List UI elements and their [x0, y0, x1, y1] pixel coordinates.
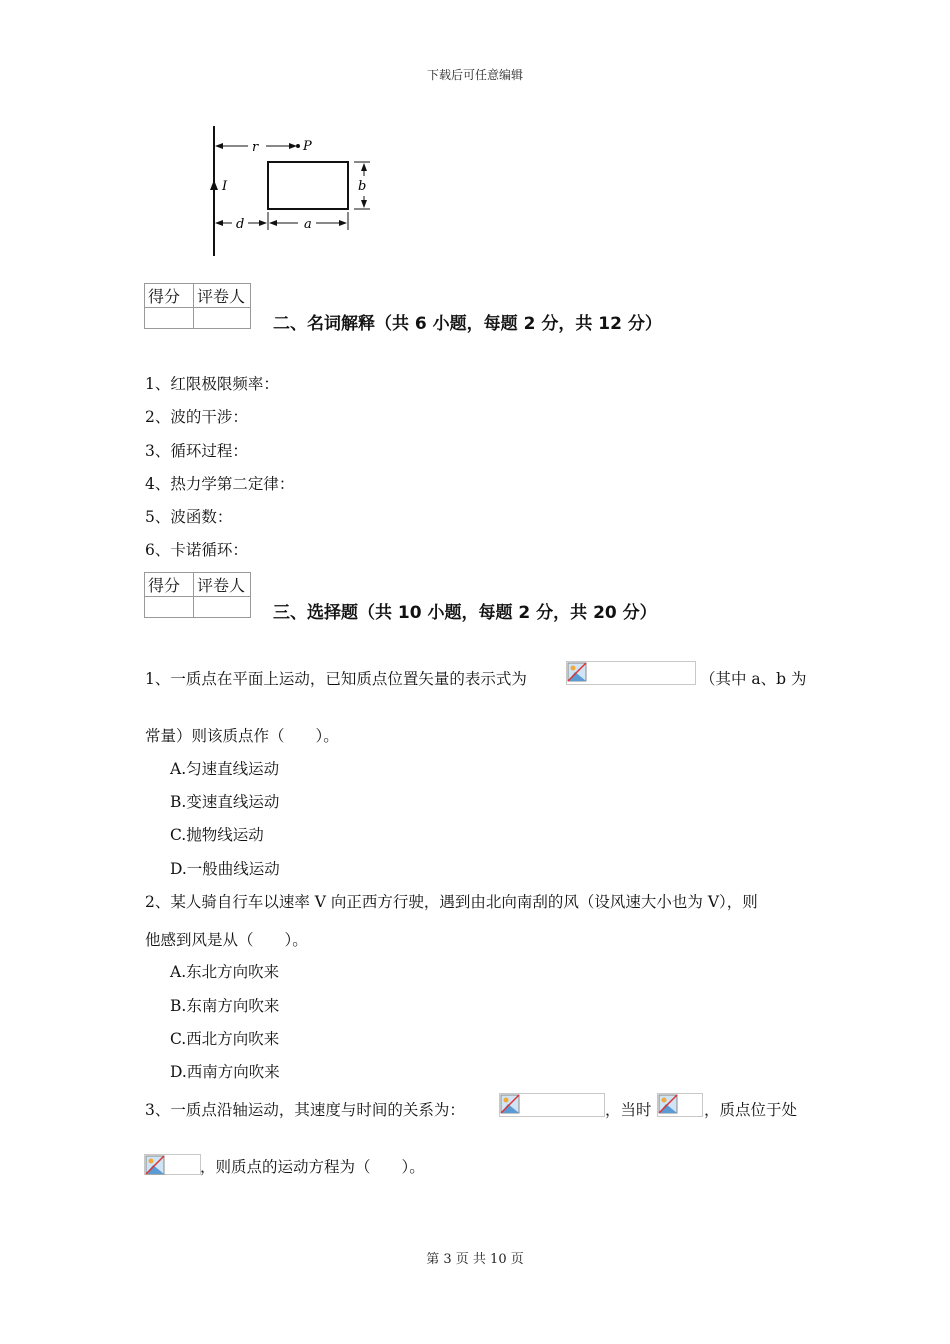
page-footer: 第 3 页 共 10 页 — [426, 1252, 524, 1267]
label-p: P — [303, 139, 312, 154]
formula-image — [657, 1093, 703, 1117]
list-item: 6、卡诺循环： — [145, 541, 248, 559]
label-a: a — [304, 217, 312, 232]
question-text: （其中 a、b 为 — [700, 670, 807, 688]
option-b: B.东南方向吹来 — [170, 997, 280, 1015]
question-text: ，当时 — [605, 1101, 652, 1119]
page-header: 下载后可任意编辑 — [426, 68, 523, 82]
label-b: b — [358, 179, 367, 194]
question-text: ，质点位于处 — [704, 1101, 798, 1119]
list-item: 3、循环过程： — [145, 442, 248, 460]
grader-cell — [194, 308, 251, 329]
option-a: A.匀速直线运动 — [170, 760, 280, 778]
question-text: 他感到风是从（ ）。 — [145, 931, 308, 949]
option-b: B.变速直线运动 — [170, 793, 280, 811]
broken-image-icon — [567, 662, 587, 682]
score-cell — [145, 597, 194, 618]
list-item: 1、红限极限频率： — [145, 375, 279, 393]
grader-label: 评卷人 — [194, 573, 251, 597]
question-text: 常量）则该质点作（ ）。 — [145, 727, 339, 745]
list-item: 4、热力学第二定律： — [145, 475, 295, 493]
question-text: 2、某人骑自行车以速率 V 向正西方行驶，遇到由北向南刮的风（设风速大小也为 V），则 — [145, 893, 758, 911]
option-a: A.东北方向吹来 — [170, 963, 280, 981]
formula-image — [144, 1154, 201, 1175]
score-cell — [145, 308, 194, 329]
option-d: D.一般曲线运动 — [170, 860, 280, 878]
grader-cell — [194, 597, 251, 618]
question-text: ，则质点的运动方程为（ ）。 — [200, 1158, 425, 1176]
score-box — [144, 572, 251, 618]
option-c: C.抛物线运动 — [170, 826, 264, 844]
physics-figure — [200, 122, 390, 260]
list-item: 2、波的干涉： — [145, 408, 248, 426]
label-r: r — [252, 140, 259, 155]
grader-label: 评卷人 — [194, 284, 251, 308]
current-arrow — [210, 180, 218, 190]
option-c: C.西北方向吹来 — [170, 1030, 280, 1048]
broken-image-icon — [145, 1155, 165, 1175]
score-box — [144, 283, 251, 329]
point-p — [296, 144, 300, 148]
score-label: 得分 — [145, 284, 194, 308]
rectangle-loop — [268, 162, 348, 209]
option-d: D.西南方向吹来 — [170, 1063, 280, 1081]
score-label: 得分 — [145, 573, 194, 597]
formula-image — [566, 661, 696, 685]
broken-image-icon — [500, 1094, 520, 1114]
label-d: d — [236, 217, 245, 232]
section-title: 三、选择题（共 10 小题，每题 2 分，共 20 分） — [273, 603, 657, 623]
question-text: 3、一质点沿轴运动，其速度与时间的关系为： — [145, 1101, 465, 1119]
list-item: 5、波函数： — [145, 508, 233, 526]
section-title: 二、名词解释（共 6 小题，每题 2 分，共 12 分） — [273, 314, 662, 334]
formula-image — [499, 1093, 605, 1117]
question-text: 1、一质点在平面上运动，已知质点位置矢量的表示式为 — [145, 670, 527, 688]
label-i: I — [222, 179, 228, 194]
broken-image-icon — [658, 1094, 678, 1114]
